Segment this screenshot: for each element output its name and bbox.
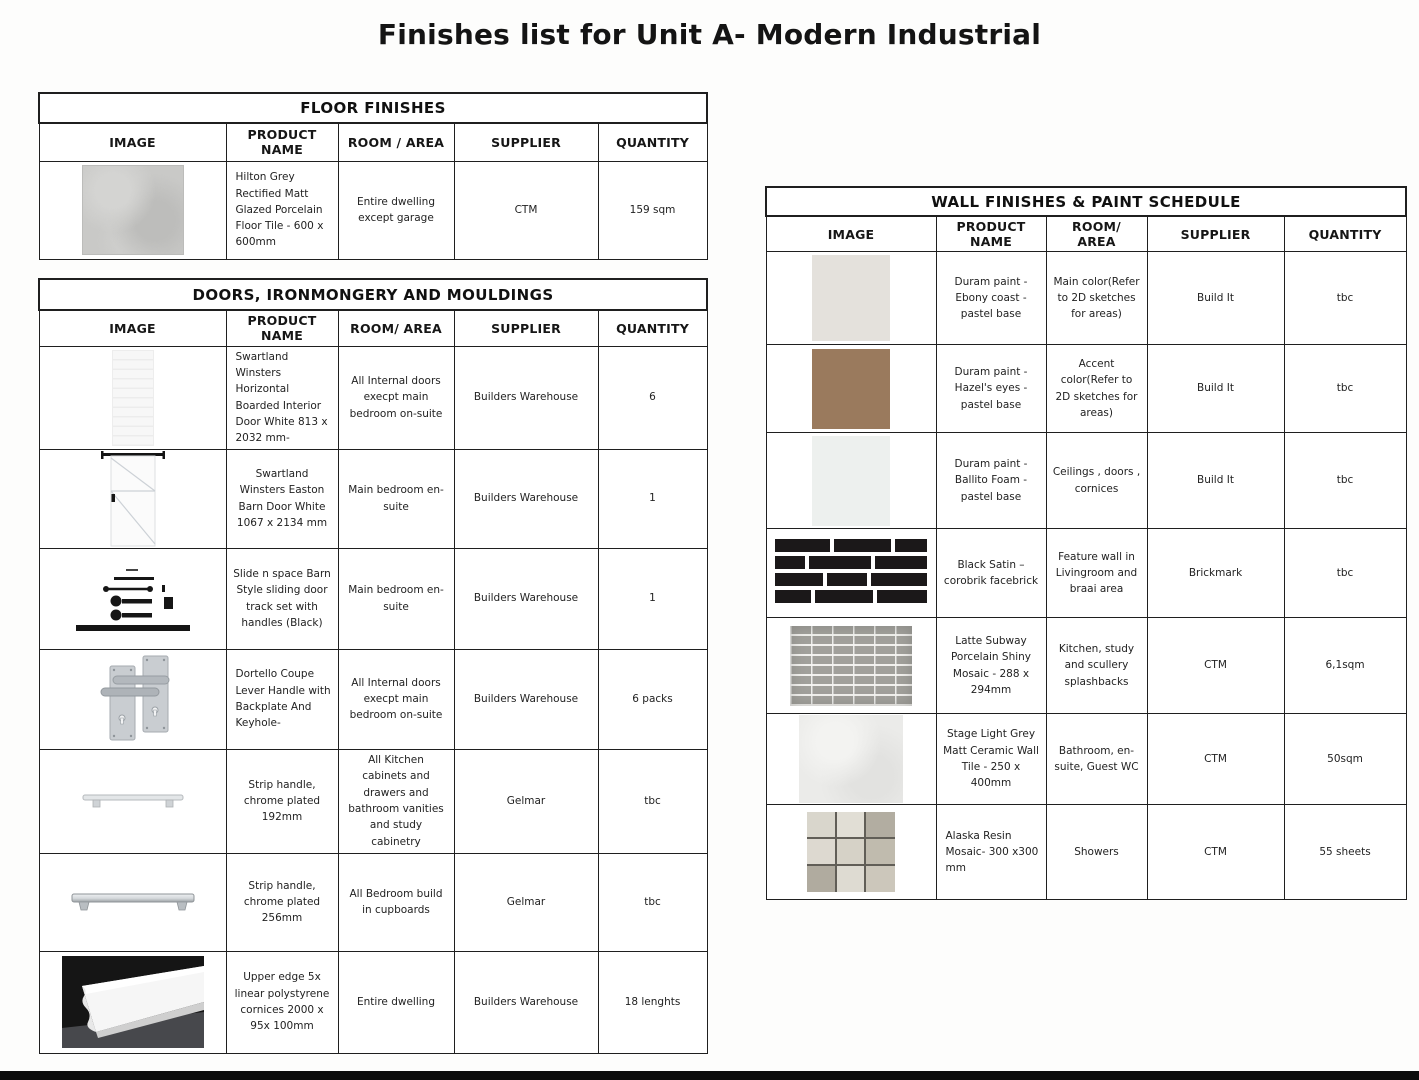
supplier-cell: CTM — [1147, 714, 1284, 805]
quantity-cell: tbc — [1284, 433, 1406, 529]
barn-door-track-set-image — [70, 565, 196, 633]
supplier-cell: Builders Warehouse — [454, 649, 598, 749]
column-header-product: PRODUCT NAME — [936, 216, 1046, 252]
table-row — [39, 853, 707, 951]
product-name-cell: Swartland Winsters Horizontal Boarded Interior Door White 813 x 2032 mm- — [226, 346, 338, 449]
product-name-cell: Stage Light Grey Matt Ceramic Wall Tile - 250 x 400mm — [936, 714, 1046, 805]
product-name-cell: Upper edge 5x linear polystyrene cornices 2000 x 95x 100mm — [226, 951, 338, 1053]
quantity-cell: 6,1sqm — [1284, 618, 1406, 714]
room-area-cell: Feature wall in Livingroom and braai area — [1046, 529, 1147, 618]
page-title: Finishes list for Unit A- Modern Industrial — [377, 18, 1042, 51]
column-header-supplier: SUPPLIER — [454, 310, 598, 346]
table-row — [766, 529, 1406, 618]
product-name-cell: Latte Subway Porcelain Shiny Mosaic - 288 x 294mm — [936, 618, 1046, 714]
column-header-image: IMAGE — [39, 310, 226, 346]
room-area-cell: All Internal doors execpt main bedroom on-suite — [338, 649, 454, 749]
column-header-supplier: SUPPLIER — [1147, 216, 1284, 252]
column-header-product: PRODUCT NAME — [226, 123, 338, 161]
table-row — [766, 252, 1406, 345]
supplier-cell: Gelmar — [454, 749, 598, 853]
supplier-cell: Build It — [1147, 433, 1284, 529]
table-row — [766, 345, 1406, 433]
column-header-product: PRODUCT NAME — [226, 310, 338, 346]
quantity-cell: 6 — [598, 346, 707, 449]
quantity-cell: 6 packs — [598, 649, 707, 749]
supplier-cell: CTM — [454, 161, 598, 259]
supplier-cell: Gelmar — [454, 853, 598, 951]
floor-finishes-table — [38, 92, 708, 260]
strip-handle-256-image — [69, 891, 197, 913]
room-area-cell: Kitchen, study and scullery splashbacks — [1046, 618, 1147, 714]
room-area-cell: All Kitchen cabinets and drawers and bathroom vanities and study cabinetry — [338, 749, 454, 853]
product-name-cell: Duram paint - Ebony coast - pastel base — [936, 252, 1046, 345]
room-area-cell: Accent color(Refer to 2D sketches for areas) — [1046, 345, 1147, 433]
column-header-quantity: QUANTITY — [598, 123, 707, 161]
quantity-cell: tbc — [598, 749, 707, 853]
table-row — [39, 749, 707, 853]
room-area-cell: All Bedroom build in cupboards — [338, 853, 454, 951]
strip-handle-192-image — [81, 793, 185, 809]
paint-swatch-hazels-eyes — [812, 349, 890, 429]
supplier-cell: CTM — [1147, 618, 1284, 714]
polystyrene-cornice-image — [62, 956, 204, 1048]
supplier-cell: Builders Warehouse — [454, 346, 598, 449]
product-name-cell: Strip handle, chrome plated 192mm — [226, 749, 338, 853]
column-header-quantity: QUANTITY — [598, 310, 707, 346]
table-row — [39, 548, 707, 649]
table-title: FLOOR FINISHES — [39, 93, 707, 123]
table-row — [39, 951, 707, 1053]
table-row — [39, 161, 707, 259]
product-name-cell: Swartland Winsters Easton Barn Door White 1067 x 2134 mm — [226, 449, 338, 548]
quantity-cell: 1 — [598, 449, 707, 548]
table-row — [766, 618, 1406, 714]
table-title: WALL FINISHES & PAINT SCHEDULE — [766, 187, 1406, 216]
grey-porcelain-floor-tile-image — [82, 165, 184, 255]
barn-door-image — [97, 451, 169, 547]
horizontal-boarded-door-image — [112, 350, 154, 446]
supplier-cell: Build It — [1147, 345, 1284, 433]
product-name-cell: Duram paint - Ballito Foam - pastel base — [936, 433, 1046, 529]
table-title: DOORS, IRONMONGERY AND MOULDINGS — [39, 279, 707, 310]
room-area-cell: Entire dwelling except garage — [338, 161, 454, 259]
product-name-cell: Dortello Coupe Lever Handle with Backplate And Keyhole- — [226, 649, 338, 749]
lever-handle-image — [83, 654, 183, 744]
paint-swatch-ebony-coast — [812, 255, 890, 341]
supplier-cell: Brickmark — [1147, 529, 1284, 618]
room-area-cell: Bathroom, en-suite, Guest WC — [1046, 714, 1147, 805]
quantity-cell: tbc — [598, 853, 707, 951]
quantity-cell: 50sqm — [1284, 714, 1406, 805]
column-header-room: ROOM / AREA — [338, 123, 454, 161]
supplier-cell: CTM — [1147, 805, 1284, 900]
quantity-cell: 18 lenghts — [598, 951, 707, 1053]
column-header-supplier: SUPPLIER — [454, 123, 598, 161]
column-header-room: ROOM/ AREA — [338, 310, 454, 346]
room-area-cell: All Internal doors execpt main bedroom on-suite — [338, 346, 454, 449]
table-row — [39, 346, 707, 449]
room-area-cell: Entire dwelling — [338, 951, 454, 1053]
column-header-room: ROOM/ AREA — [1046, 216, 1147, 252]
table-row — [766, 805, 1406, 900]
product-name-cell: Hilton Grey Rectified Matt Glazed Porcelain Floor Tile - 600 x 600mm — [226, 161, 338, 259]
product-name-cell: Alaska Resin Mosaic- 300 x300 mm — [936, 805, 1046, 900]
supplier-cell: Build It — [1147, 252, 1284, 345]
doors-ironmongery-table — [38, 278, 708, 1054]
supplier-cell: Builders Warehouse — [454, 951, 598, 1053]
room-area-cell: Showers — [1046, 805, 1147, 900]
table-row — [39, 649, 707, 749]
quantity-cell: 1 — [598, 548, 707, 649]
column-header-image: IMAGE — [766, 216, 936, 252]
latte-subway-mosaic-image — [790, 626, 912, 706]
product-name-cell: Duram paint - Hazel's eyes - pastel base — [936, 345, 1046, 433]
light-grey-wall-tile-image — [799, 715, 903, 803]
wall-finishes-table — [765, 186, 1407, 900]
quantity-cell: 159 sqm — [598, 161, 707, 259]
product-name-cell: Black Satin – corobrik facebrick — [936, 529, 1046, 618]
table-row — [766, 433, 1406, 529]
paint-swatch-ballito-foam — [812, 436, 890, 526]
alaska-resin-mosaic-image — [807, 812, 895, 892]
quantity-cell: tbc — [1284, 345, 1406, 433]
product-name-cell: Strip handle, chrome plated 256mm — [226, 853, 338, 951]
product-name-cell: Slide n space Barn Style sliding door track set with handles (Black) — [226, 548, 338, 649]
room-area-cell: Ceilings , doors , cornices — [1046, 433, 1147, 529]
column-header-quantity: QUANTITY — [1284, 216, 1406, 252]
table-row — [39, 449, 707, 548]
column-header-image: IMAGE — [39, 123, 226, 161]
quantity-cell: tbc — [1284, 252, 1406, 345]
room-area-cell: Main bedroom en-suite — [338, 449, 454, 548]
room-area-cell: Main color(Refer to 2D sketches for areas) — [1046, 252, 1147, 345]
table-row — [766, 714, 1406, 805]
bottom-bar — [0, 1071, 1419, 1080]
quantity-cell: tbc — [1284, 529, 1406, 618]
black-facebrick-image — [775, 539, 927, 607]
quantity-cell: 55 sheets — [1284, 805, 1406, 900]
supplier-cell: Builders Warehouse — [454, 449, 598, 548]
supplier-cell: Builders Warehouse — [454, 548, 598, 649]
room-area-cell: Main bedroom en-suite — [338, 548, 454, 649]
